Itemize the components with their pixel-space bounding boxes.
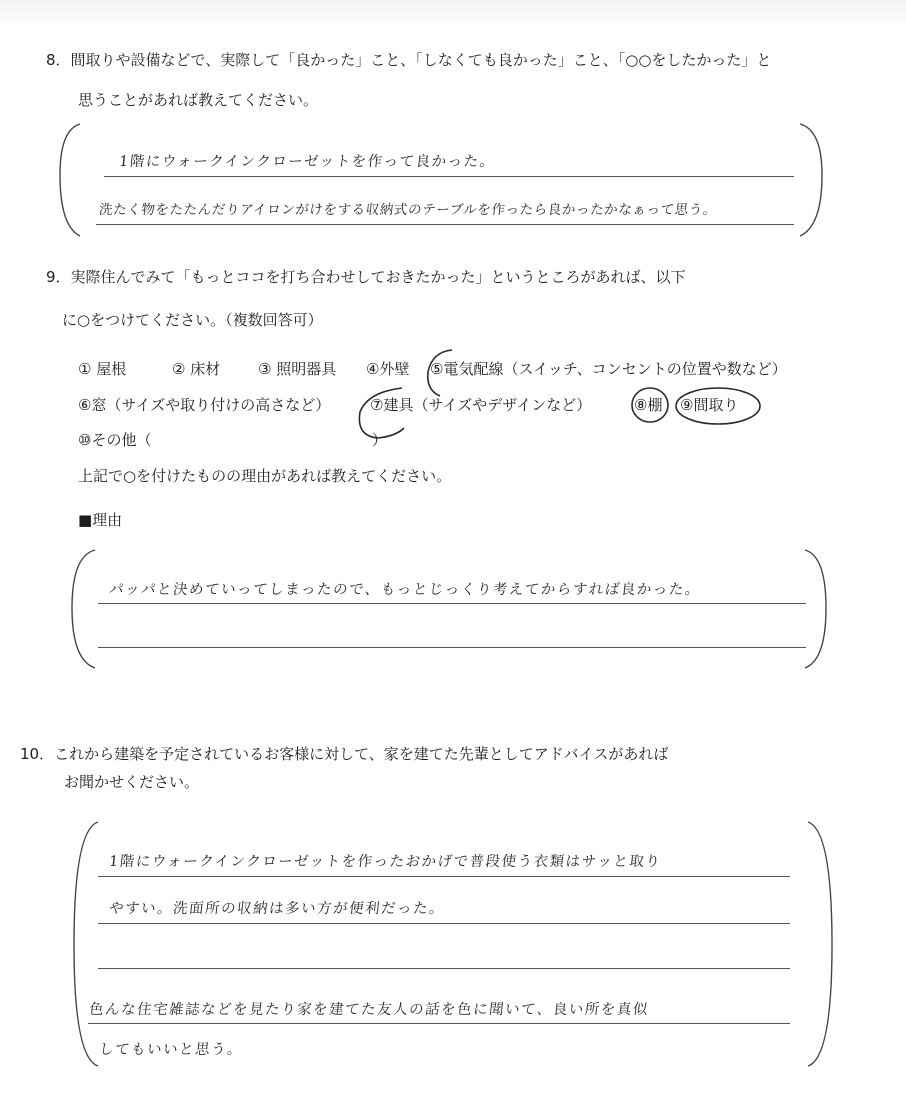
q8-rule-1 (104, 176, 794, 177)
q8-bracket-left (60, 124, 80, 236)
q9-option-6: ⑥窓（サイズや取り付けの高さなど） (78, 396, 331, 414)
q9-reason-prompt: 上記で○を付けたものの理由があれば教えてください。 (78, 467, 452, 485)
q10-question-line1: 10．これから建築を予定されているお客様に対して、家を建てた先輩としてアドバイスがあれば (20, 745, 669, 763)
q10-answer-line1: 1階にウォークインクローゼットを作ったおかげで普段使う衣類はサッと取り (108, 854, 663, 870)
q10-question-line2: お聞かせください。 (64, 773, 200, 791)
q8-answer-line2: 洗たく物をたたんだりアイロンがけをする収納式のテーブルを作ったら良かったかなぁって思う。 (98, 202, 718, 218)
q10-rule-3 (98, 968, 790, 969)
q8-answer-line1: 1階にウォークインクローゼットを作って良かった。 (118, 154, 497, 170)
q10-answer-line4: 色んな住宅雑誌などを見たり家を建てた友人の話を色に聞いて、良い所を真似 (88, 1002, 650, 1018)
q9-option-10-close: ） (372, 431, 388, 449)
q9-rule-1 (98, 603, 806, 604)
q9-reason-label: ■理由 (78, 511, 123, 529)
q10-answer-line2: やすい。洗面所の収納は多い方が便利だった。 (108, 901, 446, 917)
q10-answer-line5: してもいいと思う。 (98, 1042, 244, 1058)
q10-bracket-left (74, 822, 98, 1066)
q9-rule-2 (98, 647, 806, 648)
q9-option-10: ⑩その他（ (78, 431, 152, 449)
q10-rule-1 (98, 876, 790, 877)
q9-bracket-left (72, 550, 95, 668)
q9-option-5: ⑤電気配線（スイッチ、コンセントの位置や数など） (430, 360, 787, 378)
q9-question-line1: 9．実際住んでみて「もっとココを打ち合わせしておきたかった」というところがあれば、以下 (46, 268, 686, 286)
q9-option-8: ⑧棚 (634, 396, 663, 414)
q10-bracket-right (808, 822, 832, 1066)
q8-question-line1: 8．間取りや設備などで、実際して「良かった」こと、「しなくても良かった」こと、「○○をしたかった」と (46, 51, 772, 69)
q8-bracket-right (800, 124, 822, 236)
q8-question-line2: 思うことがあれば教えてください。 (78, 91, 319, 109)
q9-option-7: ⑦建具（サイズやデザインなど） (370, 396, 592, 414)
q10-rule-4 (88, 1023, 790, 1024)
q9-option-3: ③ 照明器具 (258, 360, 337, 378)
q9-option-1: ① 屋根 (78, 360, 127, 378)
q9-option-4: ④外壁 (366, 360, 410, 378)
q9-bracket-right (805, 550, 826, 668)
q9-option-9: ⑨間取り (680, 396, 739, 414)
q8-rule-2 (96, 224, 794, 225)
q10-rule-2 (98, 923, 790, 924)
q9-question-line2: に○をつけてください。（複数回答可） (62, 311, 323, 329)
q9-option-2: ② 床材 (172, 360, 221, 378)
q9-reason-answer: パッパと決めていってしまったので、もっとじっくり考えてからすれば良かった。 (108, 582, 702, 598)
